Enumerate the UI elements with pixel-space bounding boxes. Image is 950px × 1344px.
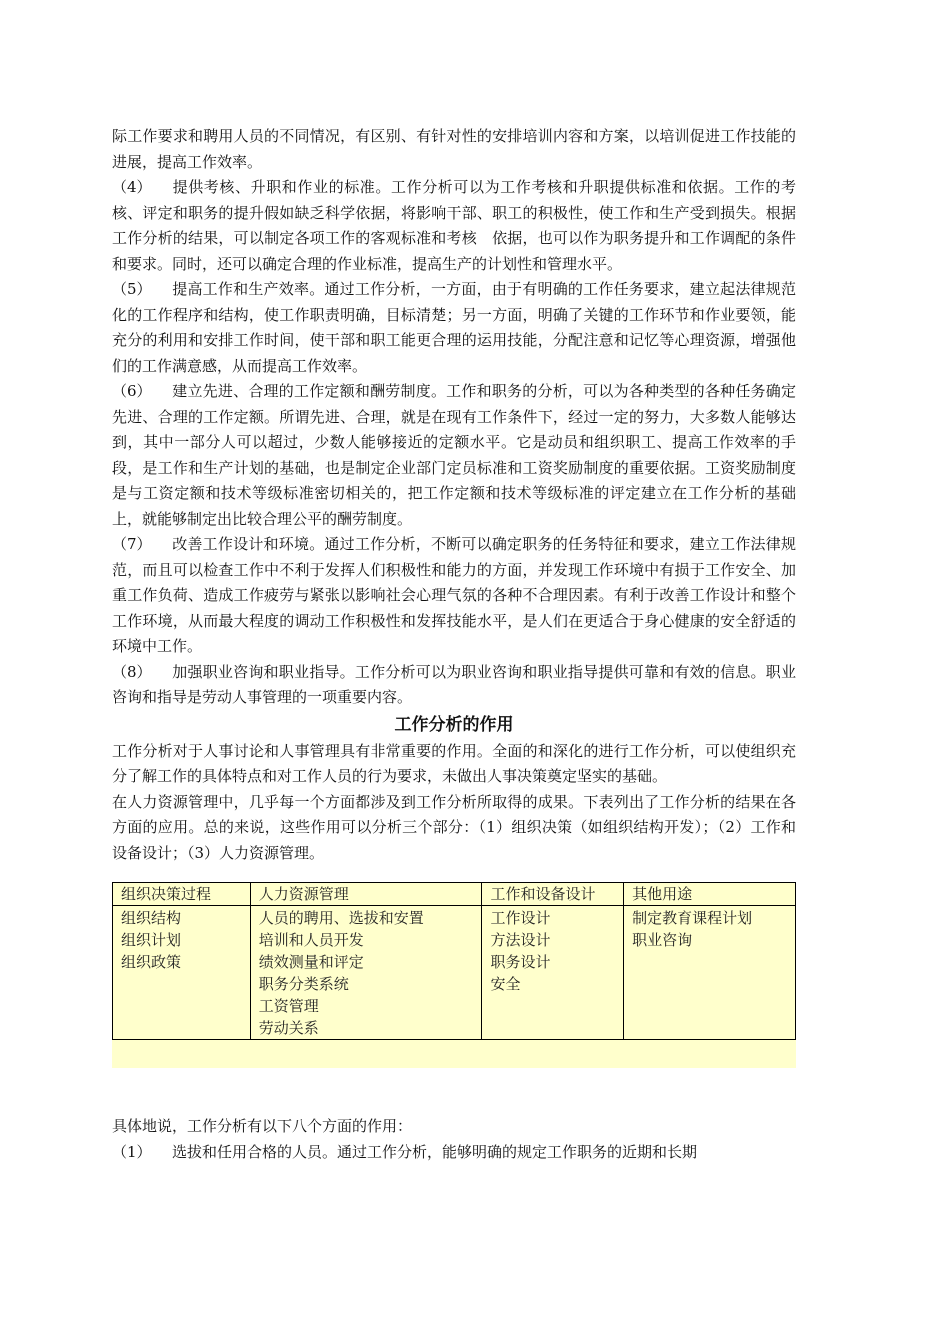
table-cell-line: 职务设计 (490, 953, 551, 971)
item-number: （1） (112, 1142, 152, 1161)
table-cell (113, 906, 251, 1040)
table-row (113, 906, 796, 1040)
item-text: 提供考核、升职和作业的标准。工作分析可以为工作考核和升职提供标准和依据。工作的考核、评定和职务的提升假如缺乏科学依据，将影响干部、职工的积极性，使工作和生产受到损失。根据工作分析的结果，可以制定各项工作的客观标准和考核 依据，也可以作为职务提升和工作调配的条件和要求。同时，还可以确定合理的作业标准，提高生产的计划性和管理水平。 (112, 178, 796, 273)
table-cell-line: 职业咨询 (632, 931, 693, 949)
after-table-paragraph: 具体地说，工作分析有以下八个方面的作用： (112, 1117, 413, 1135)
list-item (112, 175, 796, 277)
item-number: （8） (112, 662, 152, 681)
table-cell-line: 方法设计 (490, 931, 551, 949)
numbered-items-top (112, 175, 796, 711)
roles-table-wrapper (112, 882, 796, 1068)
item-number: （4） (112, 178, 152, 196)
section-paragraph: 在人力资源管理中，几乎每一个方面都涉及到工作分析所取得的成果。下表列出了工作分析的结果在各方面的应用。总的来说，这些作用可以分析三个部分：（1）组织决策（如组织结构开发）；（2）工作和设备设计；（3）人力资源管理。 (112, 792, 796, 862)
table-cell-line: 组织计划 (121, 931, 182, 949)
table-cell-line: 安全 (490, 975, 521, 993)
list-item (112, 277, 796, 379)
table-cell-line: 人员的聘用、选拔和安置 (258, 909, 424, 927)
table-header-row (113, 883, 796, 906)
item-number: （5） (112, 280, 152, 298)
item-number: （6） (112, 382, 152, 400)
list-item (112, 379, 796, 532)
intro-paragraph: 际工作要求和聘用人员的不同情况，有区别、有针对性的安排培训内容和方案，以培训促进工作技能的进展，提高工作效率。 (112, 127, 796, 171)
section-title: 工作分析的作用 (394, 714, 514, 735)
table-footer-band (112, 1040, 796, 1068)
list-item (112, 1140, 796, 1166)
item-number: （7） (112, 535, 152, 553)
list-item (112, 660, 796, 711)
table-cell-line: 制定教育课程计划 (632, 909, 753, 927)
table-cell-line: 组织结构 (121, 909, 182, 927)
roles-table (112, 882, 796, 1040)
table-header-cell: 工作和设备设计 (482, 883, 624, 906)
table-cell-line: 工作设计 (490, 909, 551, 927)
item-text: 提高工作和生产效率。通过工作分析，一方面，由于有明确的工作任务要求，建立起法律规范化的工作程序和结构，使工作职责明确，目标清楚；另一方面，明确了关键的工作环节和作业要领，能充分的利用和安排工作时间，使干部和职工能更合理的运用技能，分配注意和记忆等心理资源，增强他们的工作满意感，从而提高工作效率。 (112, 280, 796, 375)
section-paragraph: 工作分析对于人事讨论和人事管理具有非常重要的作用。全面的和深化的进行工作分析，可以使组织充分了解工作的具体特点和对工作人员的行为要求，未做出人事决策奠定坚实的基础。 (112, 741, 796, 785)
table-cell-line: 组织政策 (121, 953, 182, 971)
numbered-items-bottom (112, 1140, 796, 1166)
item-text: 建立先进、合理的工作定额和酬劳制度。工作和职务的分析，可以为各种类型的各种任务确定先进、合理的工作定额。所谓先进、合理，就是在现有工作条件下，经过一定的努力，大多数人能够达到，其中一部分人可以超过，少数人能够接近的定额水平。它是动员和组织职工、提高工作效率的手段，是工作和生产计划的基础，也是制定企业部门定员标准和工资奖励制度的重要依据。工资奖励制度是与工资定额和技术等级标准密切相关的，把工作定额和技术等级标准的评定建立在工作分析的基础上，就能够制定出比较合理公平的酬劳制度。 (112, 382, 796, 528)
document-page (112, 124, 796, 1165)
table-cell (482, 906, 624, 1040)
item-text: 改善工作设计和环境。通过工作分析，不断可以确定职务的任务特征和要求，建立工作法律规范，而且可以检查工作中不利于发挥人们积极性和能力的方面，并发现工作环境中有损于工作安全、加重工作负荷、造成工作疲劳与紧张以影响社会心理气氛的各种不合理因素。有利于改善工作设计和整个工作环境，从而最大程度的调动工作积极性和发挥技能水平，是人们在更适合于身心健康的安全舒适的环境中工作。 (112, 535, 796, 655)
table-cell-line: 职务分类系统 (258, 975, 349, 993)
list-item (112, 532, 796, 660)
table-cell-line: 绩效测量和评定 (258, 953, 364, 971)
item-text: 加强职业咨询和职业指导。工作分析可以为职业咨询和职业指导提供可靠和有效的信息。职业咨询和指导是劳动人事管理的一项重要内容。 (112, 662, 796, 706)
table-cell-line: 劳动关系 (258, 1019, 319, 1037)
table-cell-line: 培训和人员开发 (258, 931, 364, 949)
table-cell (624, 906, 796, 1040)
table-cell (250, 906, 482, 1040)
section-paragraphs (112, 739, 796, 867)
table-cell-line: 工资管理 (258, 997, 319, 1015)
item-text: 选拔和任用合格的人员。通过工作分析，能够明确的规定工作职务的近期和长期 (172, 1142, 698, 1161)
table-header-cell: 其他用途 (624, 883, 796, 906)
table-header-cell: 人力资源管理 (250, 883, 482, 906)
table-header-cell: 组织决策过程 (113, 883, 251, 906)
